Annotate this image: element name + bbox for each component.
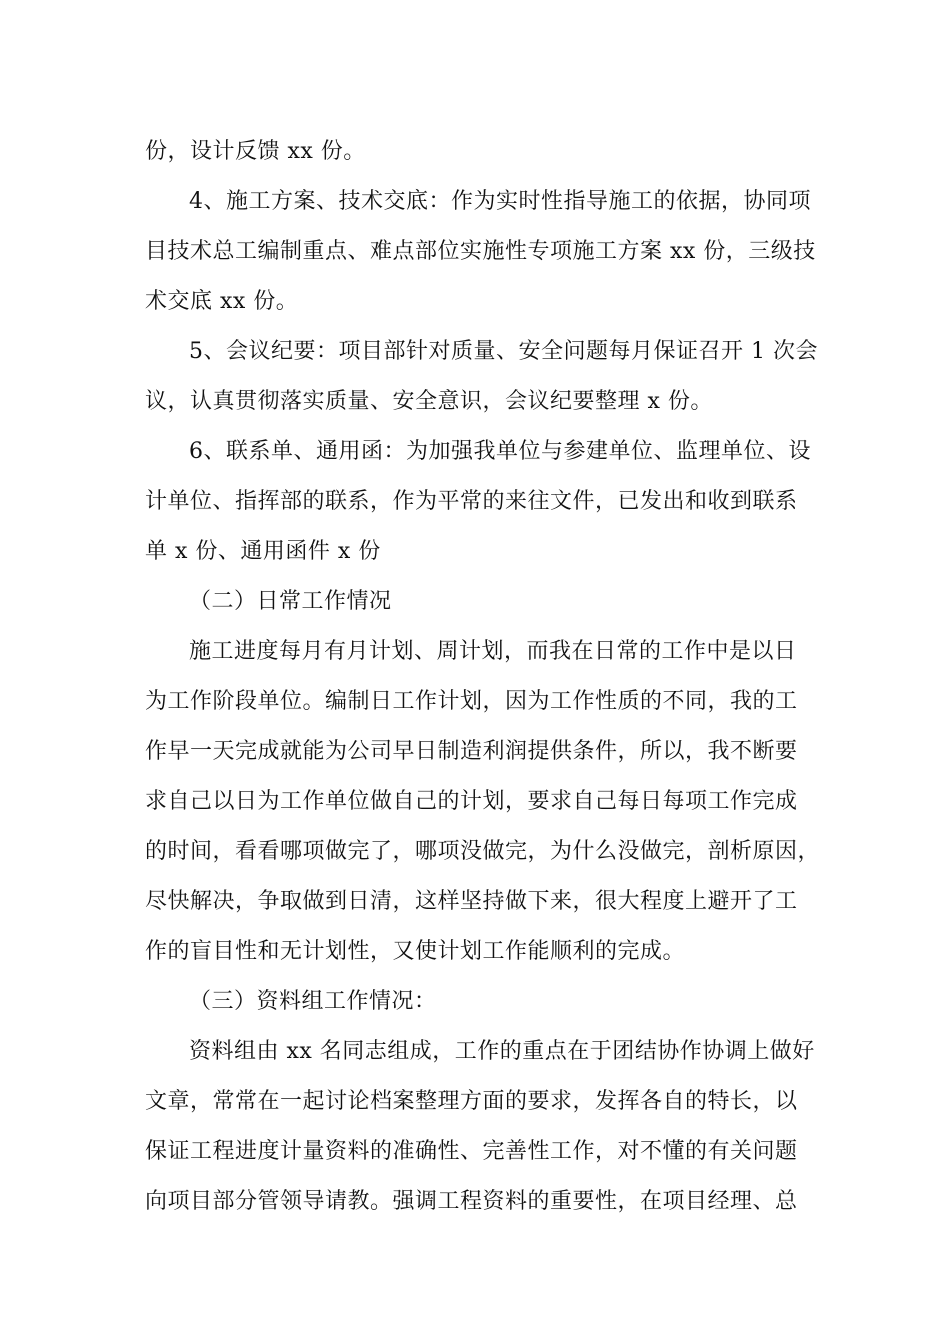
text-line: 术交底 xx 份。 bbox=[145, 289, 299, 314]
text-line: 作早一天完成就能为公司早日制造利润提供条件，所以，我不断要 bbox=[145, 739, 798, 764]
text-line: 尽快解决，争取做到日清，这样坚持做下来，很大程度上避开了工 bbox=[145, 889, 798, 914]
text-line: 文章，常常在一起讨论档案整理方面的要求，发挥各自的特长，以 bbox=[145, 1089, 798, 1114]
paragraph-line: 5、会议纪要：项目部针对质量、安全问题每月保证召开 1 次会 bbox=[189, 339, 818, 364]
text-line: 份，设计反馈 xx 份。 bbox=[145, 139, 366, 164]
text-line: 的时间，看看哪项做完了，哪项没做完，为什么没做完，剖析原因， bbox=[145, 839, 821, 864]
section-heading: （三）资料组工作情况： bbox=[189, 989, 437, 1014]
text-line: 议，认真贯彻落实质量、安全意识，会议纪要整理 x 份。 bbox=[145, 389, 713, 414]
section-heading: （二）日常工作情况 bbox=[189, 589, 392, 614]
text-line: 保证工程进度计量资料的准确性、完善性工作，对不懂的有关问题 bbox=[145, 1139, 798, 1164]
paragraph-line: 6、联系单、通用函：为加强我单位与参建单位、监理单位、设 bbox=[189, 439, 811, 464]
text-line: 计单位、指挥部的联系，作为平常的来往文件，已发出和收到联系 bbox=[145, 489, 798, 514]
text-line: 为工作阶段单位。编制日工作计划，因为工作性质的不同，我的工 bbox=[145, 689, 798, 714]
paragraph-line: 4、施工方案、技术交底：作为实时性指导施工的依据，协同项 bbox=[189, 189, 811, 214]
text-line: 作的盲目性和无计划性，又使计划工作能顺利的完成。 bbox=[145, 939, 686, 964]
paragraph-line: 施工进度每月有月计划、周计划，而我在日常的工作中是以日 bbox=[189, 639, 797, 664]
text-line: 求自己以日为工作单位做自己的计划，要求自己每日每项工作完成 bbox=[145, 789, 798, 814]
paragraph-line: 资料组由 xx 名同志组成，工作的重点在于团结协作协调上做好 bbox=[189, 1039, 815, 1064]
text-line: 向项目部分管领导请教。强调工程资料的重要性，在项目经理、总 bbox=[145, 1189, 798, 1214]
text-line: 单 x 份、通用函件 x 份 bbox=[145, 539, 381, 564]
text-line: 目技术总工编制重点、难点部位实施性专项施工方案 xx 份，三级技 bbox=[145, 239, 816, 264]
